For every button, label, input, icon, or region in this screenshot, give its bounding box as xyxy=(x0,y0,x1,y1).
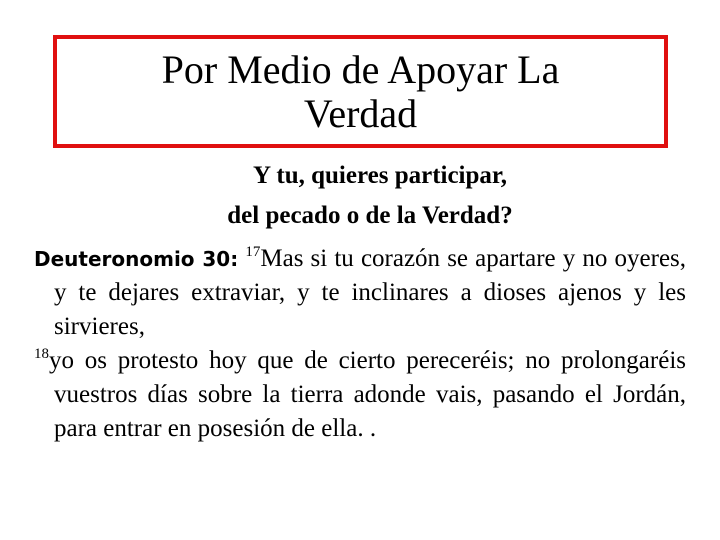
verse-number-18: 18 xyxy=(34,346,49,362)
subtitle-line-1: Y tu, quieres participar, xyxy=(253,162,507,189)
verse-18-text: yo os protesto hoy que de cierto pereceréis; no prolongaréis vuestros días sobre la tierra adonde vais, pasando el Jordán, para entrar en posesión de ella. . xyxy=(49,347,686,442)
verse-17-text: Mas si tu corazón se apartare y no oyeres, y te dejares extraviar, y te inclinares a dioses ajenos y les sirvieres, xyxy=(54,245,687,340)
verse-18 xyxy=(34,344,686,446)
verse-number-17: 17 xyxy=(245,244,261,260)
subtitle-line-2: del pecado o de la Verdad? xyxy=(227,202,513,229)
slide-title: Por Medio de Apoyar La Verdad xyxy=(161,46,560,136)
scripture-reference: Deuteronomio 30: xyxy=(34,247,239,271)
title-box xyxy=(53,35,668,148)
scripture-passage xyxy=(34,242,686,446)
verse-17 xyxy=(34,242,686,344)
